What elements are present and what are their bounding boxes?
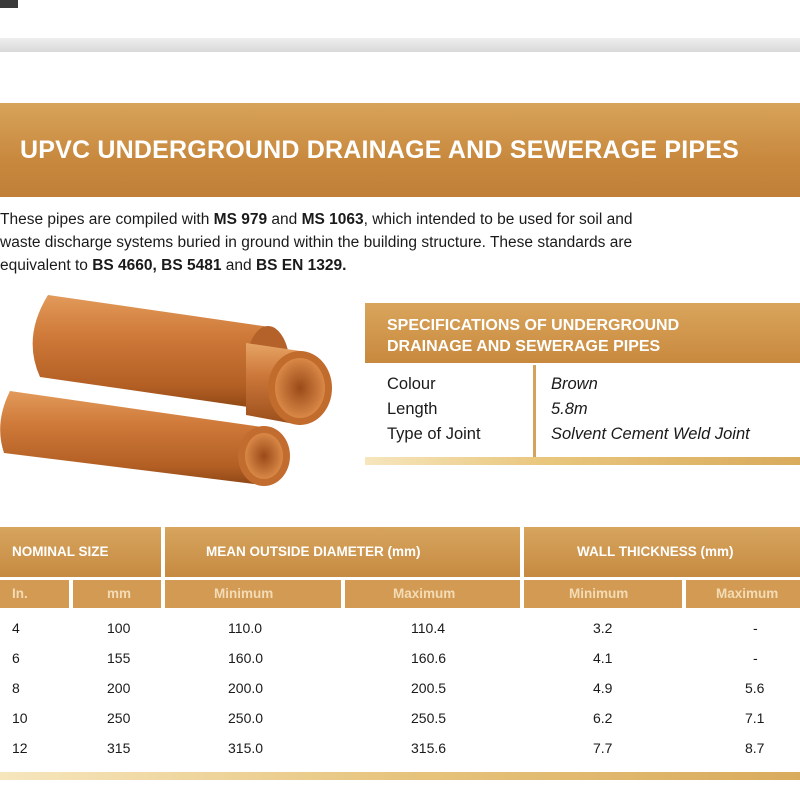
cell-mm: 250 bbox=[107, 710, 131, 726]
pipes-image bbox=[0, 285, 350, 495]
cell-wall-max: - bbox=[753, 650, 758, 666]
cell-diameter-min: 160.0 bbox=[228, 650, 264, 666]
table-bottom-rule bbox=[0, 772, 800, 780]
standard-ms979: MS 979 bbox=[213, 211, 268, 228]
cell-in: 8 bbox=[12, 680, 20, 696]
corner-mark bbox=[0, 0, 18, 8]
cell-wall-max: 5.6 bbox=[745, 680, 765, 696]
intro-line-2: waste discharge systems buried in ground within the building structure. These standards are bbox=[0, 234, 633, 251]
spec-bottom-rule bbox=[365, 457, 800, 465]
cell-in: 6 bbox=[12, 650, 20, 666]
top-bar bbox=[0, 0, 800, 58]
cell-diameter-min: 110.0 bbox=[228, 620, 262, 636]
cell-wall-min: 3.2 bbox=[593, 620, 613, 636]
intro-line-1 bbox=[0, 208, 800, 231]
spec-value-joint: Solvent Cement Weld Joint bbox=[551, 425, 750, 443]
intro-text: and bbox=[221, 257, 256, 274]
specifications-title bbox=[387, 315, 679, 357]
cell-diameter-max: 315.6 bbox=[411, 740, 447, 756]
spec-divider bbox=[533, 365, 536, 458]
subheader-in: In. bbox=[12, 586, 28, 601]
intro-text: , which intended to be used for soil and bbox=[363, 211, 633, 228]
intro-text: and bbox=[267, 211, 302, 228]
intro-line-3 bbox=[0, 254, 800, 277]
spec-label-colour: Colour bbox=[387, 375, 436, 393]
spec-title-line-1: SPECIFICATIONS OF UNDERGROUND bbox=[387, 317, 680, 334]
cell-mm: 315 bbox=[107, 740, 131, 756]
page-title: UPVC UNDERGROUND DRAINAGE AND SEWERAGE PIPES bbox=[20, 136, 740, 164]
cell-in: 12 bbox=[12, 740, 28, 756]
header-wall-thickness: WALL THICKNESS (mm) bbox=[577, 544, 734, 559]
cell-mm: 200 bbox=[107, 680, 131, 696]
cell-diameter-max: 160.6 bbox=[411, 650, 447, 666]
subheader-diameter-min: Minimum bbox=[214, 586, 274, 601]
cell-mm: 100 bbox=[107, 620, 131, 636]
spec-value-colour: Brown bbox=[551, 375, 598, 393]
cell-wall-min: 4.9 bbox=[593, 680, 613, 696]
header-mean-outside-diameter: MEAN OUTSIDE DIAMETER (mm) bbox=[206, 544, 421, 559]
cell-wall-max: - bbox=[753, 620, 758, 636]
standard-bs: BS 4660, BS 5481 bbox=[92, 257, 222, 274]
cell-in: 10 bbox=[12, 710, 28, 726]
subheader-mm: mm bbox=[107, 586, 132, 601]
intro-text: equivalent to bbox=[0, 257, 93, 274]
spec-value-length: 5.8m bbox=[551, 400, 588, 418]
cell-diameter-max: 200.5 bbox=[411, 680, 447, 696]
cell-mm: 155 bbox=[107, 650, 131, 666]
cell-diameter-min: 315.0 bbox=[228, 740, 264, 756]
column-separator bbox=[69, 580, 73, 608]
spec-label-joint: Type of Joint bbox=[387, 425, 481, 443]
subheader-wall-max: Maximum bbox=[716, 586, 779, 601]
cell-in: 4 bbox=[12, 620, 20, 636]
cell-diameter-min: 250.0 bbox=[228, 710, 264, 726]
column-separator bbox=[161, 527, 165, 608]
cell-wall-min: 4.1 bbox=[593, 650, 613, 666]
top-divider bbox=[0, 38, 800, 52]
cell-diameter-max: 110.4 bbox=[411, 620, 445, 636]
cell-diameter-min: 200.0 bbox=[228, 680, 264, 696]
header-nominal-size: NOMINAL SIZE bbox=[12, 544, 109, 559]
intro-paragraph bbox=[0, 208, 800, 277]
standard-bs-en: BS EN 1329. bbox=[255, 257, 347, 274]
cell-wall-min: 7.7 bbox=[593, 740, 613, 756]
cell-diameter-max: 250.5 bbox=[411, 710, 447, 726]
intro-text: These pipes are compiled with bbox=[0, 211, 214, 228]
column-separator bbox=[341, 580, 345, 608]
cell-wall-max: 8.7 bbox=[745, 740, 765, 756]
column-separator bbox=[520, 527, 524, 608]
spec-title-line-2: DRAINAGE AND SEWERAGE PIPES bbox=[387, 338, 661, 355]
cell-wall-max: 7.1 bbox=[745, 710, 765, 726]
spec-label-length: Length bbox=[387, 400, 438, 418]
subheader-wall-min: Minimum bbox=[569, 586, 629, 601]
column-separator bbox=[682, 580, 686, 608]
standard-ms1063: MS 1063 bbox=[301, 211, 364, 228]
subheader-diameter-max: Maximum bbox=[393, 586, 456, 601]
cell-wall-min: 6.2 bbox=[593, 710, 613, 726]
